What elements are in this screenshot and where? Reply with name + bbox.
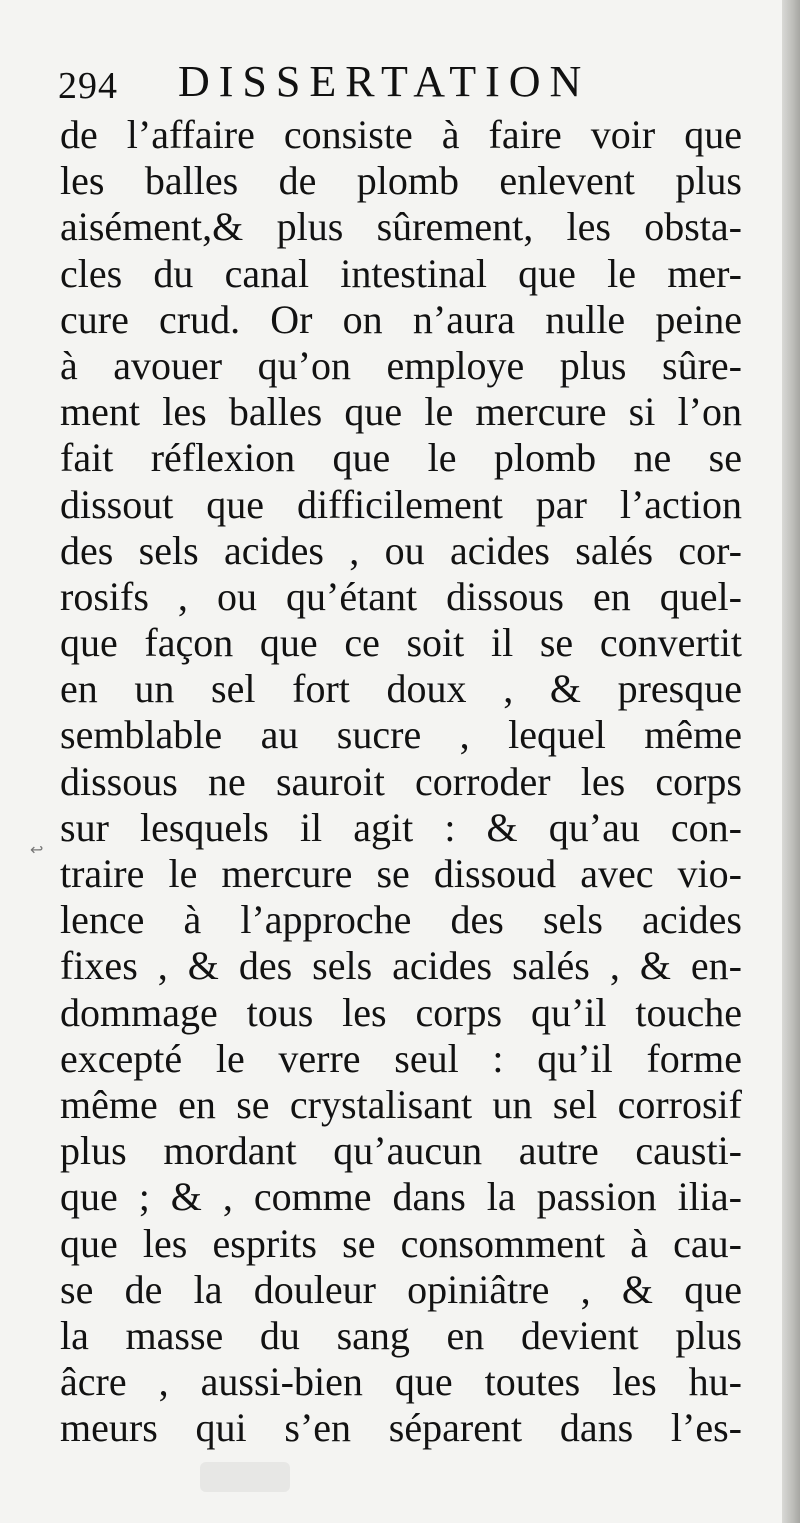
text-line: que les esprits se consomment à cau- xyxy=(60,1220,742,1266)
text-line: que façon que ce soit il se convertit xyxy=(60,620,742,666)
text-line: fait réflexion que le plomb ne se xyxy=(60,435,742,481)
text-line: cure crud. Or on n’aura nulle peine xyxy=(60,296,742,342)
text-line: de l’affaire consiste à faire voir que xyxy=(60,112,742,157)
text-line: aisément,& plus sûrement, les obsta- xyxy=(60,204,742,250)
text-line: à avouer qu’on employe plus sûre- xyxy=(60,342,742,388)
page-header xyxy=(58,50,738,110)
text-line: la masse du sang en devient plus xyxy=(60,1312,742,1358)
bleed-through-mark xyxy=(200,1462,290,1492)
text-line: plus mordant qu’aucun autre causti- xyxy=(60,1128,742,1174)
text-line: fixes , & des sels acides salés , & en- xyxy=(60,943,742,989)
text-line: âcre , aussi-bien que toutes les hu- xyxy=(60,1359,742,1405)
text-line: traire le mercure se dissoud avec vio- xyxy=(60,851,742,896)
running-head: DISSERTATION xyxy=(178,57,591,106)
text-line: excepté le verre seul : qu’il forme xyxy=(60,1035,742,1081)
text-line: même en se crystalisant un sel corrosif xyxy=(60,1081,742,1127)
text-line: semblable au sucre , lequel même xyxy=(60,712,742,758)
page-edge-shadow xyxy=(782,0,800,1523)
text-line: dissous ne sauroit corroder les corps xyxy=(60,758,742,804)
text-line: lence à l’approche des sels acides xyxy=(60,897,742,943)
text-line: meurs qui s’en séparent dans l’es- xyxy=(60,1405,742,1451)
text-line: dissout que difficilement par l’action xyxy=(60,481,742,527)
text-line: cles du canal intestinal que le mer- xyxy=(60,250,742,296)
text-line: dommage tous les corps qu’il touche xyxy=(60,989,742,1035)
text-line: sur lesquels il agit : & qu’au con- xyxy=(60,804,742,850)
body-text xyxy=(60,112,742,1451)
text-line: que ; & , comme dans la passion ilia- xyxy=(60,1174,742,1220)
text-line: les balles de plomb enlevent plus xyxy=(60,158,742,204)
text-line: rosifs , ou qu’étant dissous en quel- xyxy=(60,573,742,619)
text-line: ment les balles que le mercure si l’on xyxy=(60,389,742,435)
margin-mark: ↩ xyxy=(30,840,44,859)
text-line: en un sel fort doux , & presque xyxy=(60,666,742,712)
page-number: 294 xyxy=(58,65,118,107)
text-line: se de la douleur opiniâtre , & que xyxy=(60,1266,742,1312)
text-line: des sels acides , ou acides salés cor- xyxy=(60,527,742,573)
